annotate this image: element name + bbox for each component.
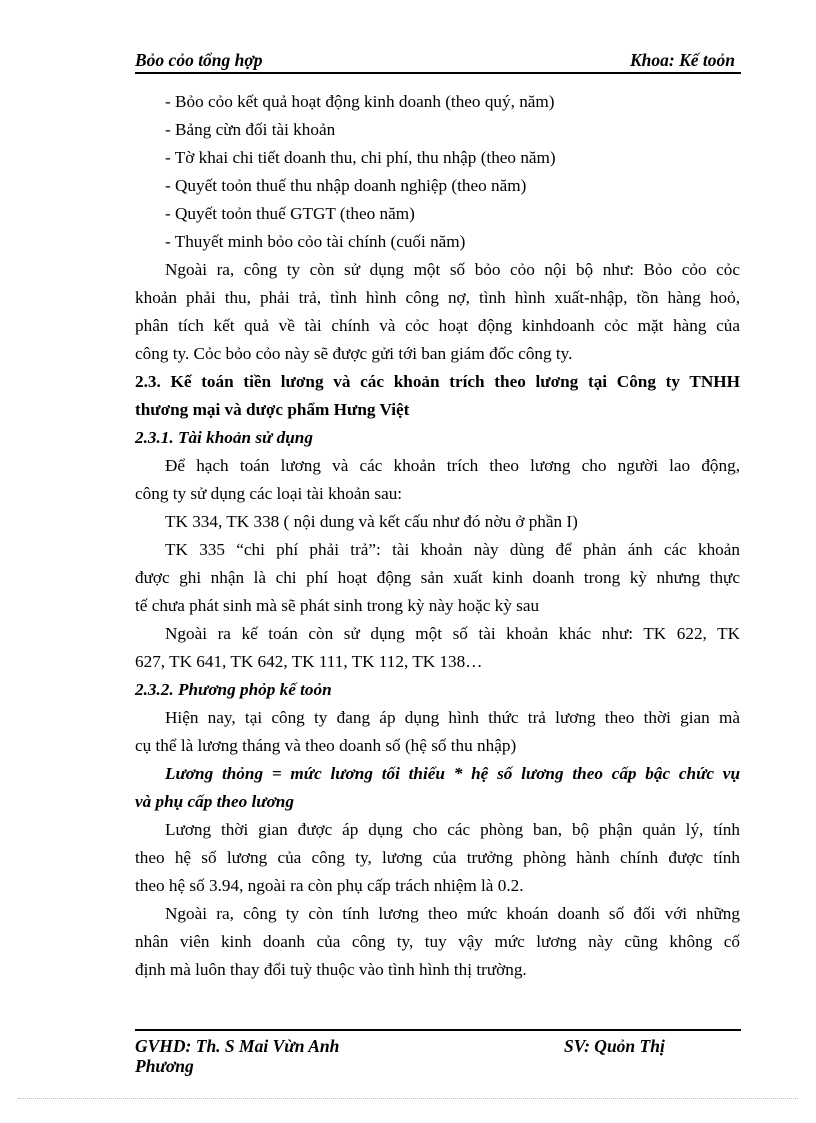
paragraph-tk-334-338: TK 334, TK 338 ( nội dung và kết cấu như đó nờu ở phần I) [165, 512, 578, 531]
salary-formula [135, 760, 740, 816]
paragraph-line: Ngoài ra, công ty còn sử dụng một số bỏo cỏo nội bộ như: Bỏo cỏo cỏc [165, 260, 740, 279]
paragraph-line: tế chưa phát sinh mà sẽ phát sinh trong kỳ này hoặc kỳ sau [135, 596, 540, 615]
heading-line: 2.3. Kế toán tiền lương và các khoản trích theo lương tại Công ty TNHH [135, 372, 740, 391]
paragraph-line: theo hệ số 3.94, ngoài ra còn phụ cấp trách nhiệm là 0.2. [135, 876, 524, 895]
paragraph-internal-reports [135, 256, 740, 368]
list-item: - Bảng cừn đối tài khoản [165, 120, 336, 139]
header-faculty: Khoa: Kế toỏn [629, 50, 735, 70]
paragraph-line: được ghi nhận là chi phí hoạt động sản xuất kinh doanh trong kỳ nhưng thực [135, 568, 740, 587]
paragraph-line: Hiện nay, tại công ty đang áp dụng hình thức trả lương theo thời gian mà [165, 708, 740, 727]
paragraph-accounts [135, 452, 740, 508]
paragraph-tk-335 [135, 536, 740, 620]
paragraph-method [135, 704, 740, 760]
paragraph-line: 627, TK 641, TK 642, TK 111, TK 112, TK 138… [135, 652, 483, 671]
paragraph-sales-salary [135, 900, 740, 984]
formula-line: và phụ cấp theo lương [135, 792, 294, 811]
paragraph-line: TK 335 “chi phí phải trả”: tài khoản này dùng để phản ánh các khoản [165, 540, 740, 559]
paragraph-other-accounts [135, 620, 740, 676]
page-header [135, 48, 741, 74]
section-heading-2-3 [135, 368, 740, 424]
list-item: - Quyết toỏn thuế thu nhập doanh nghiệp (theo năm) [165, 176, 527, 195]
paragraph-line: Để hạch toán lương và các khoản trích theo lương cho người lao động, [165, 456, 740, 475]
paragraph-line: Ngoài ra kế toán còn sử dụng một số tài khoản khác như: TK 622, TK [165, 624, 740, 643]
heading-line: thương mại và dược phẩm Hưng Việt [135, 400, 410, 419]
paragraph-line: nhân viên kinh doanh của công ty, tuy vậy mức lương này cũng không cố [135, 932, 740, 951]
subsection-heading-2-3-1: 2.3.1. Tài khoản sử dụng [135, 428, 313, 447]
footer-student: SV: Quỏn Thị [564, 1036, 665, 1056]
header-report-title: Bỏo cỏo tổng hợp [135, 50, 263, 70]
list-item: - Thuyết minh bỏo cỏo tài chính (cuối năm) [165, 232, 466, 251]
paragraph-time-salary [135, 816, 740, 900]
paragraph-line: công ty. Cỏc bỏo cỏo này sẽ được gửi tới ban giám đốc công ty. [135, 344, 573, 363]
paragraph-line: phân tích kết quả về tài chính và cỏc hoạt động kinhdoanh cỏc mặt hàng của [135, 316, 740, 335]
paragraph-line: khoản phải thu, phải trả, tình hình công nợ, tình hình xuất-nhập, tồn hàng hoỏ, [135, 288, 740, 307]
document-body [135, 88, 740, 984]
paragraph-line: công ty sử dụng các loại tài khoản sau: [135, 484, 403, 503]
paragraph-line: định mà luôn thay đổi tuỳ thuộc vào tình hình thị trường. [135, 960, 527, 979]
paragraph-line: Ngoài ra, công ty còn tính lương theo mức khoán doanh số đối với những [165, 904, 740, 923]
footer-divider [135, 1029, 741, 1031]
footer-advisor-continued: Phương [135, 1056, 194, 1076]
list-item: - Tờ khai chi tiết doanh thu, chi phí, thu nhập (theo năm) [165, 148, 556, 167]
paragraph-line: theo hệ số lương của công ty, lương của trưởng phòng hành chính được tính [135, 848, 740, 867]
report-list [135, 88, 740, 256]
subsection-heading-2-3-2: 2.3.2. Phương phỏp kế toỏn [135, 680, 332, 699]
list-item: - Bỏo cỏo kết quả hoạt động kinh doanh (theo quý, năm) [165, 92, 555, 111]
paragraph-line: cụ thể là lương tháng và theo doanh số (hệ số thu nhập) [135, 736, 517, 755]
paragraph-line: Lương thời gian được áp dụng cho các phòng ban, bộ phận quản lý, tính [165, 820, 740, 839]
page-edge-divider [18, 1098, 798, 1099]
footer-advisor: GVHD: Th. S Mai Vừn Anh [135, 1036, 340, 1056]
list-item: - Quyết toỏn thuế GTGT (theo năm) [165, 204, 415, 223]
formula-line: Lương thỏng = mức lương tối thiểu * hệ số lương theo cấp bậc chức vụ [165, 764, 740, 783]
